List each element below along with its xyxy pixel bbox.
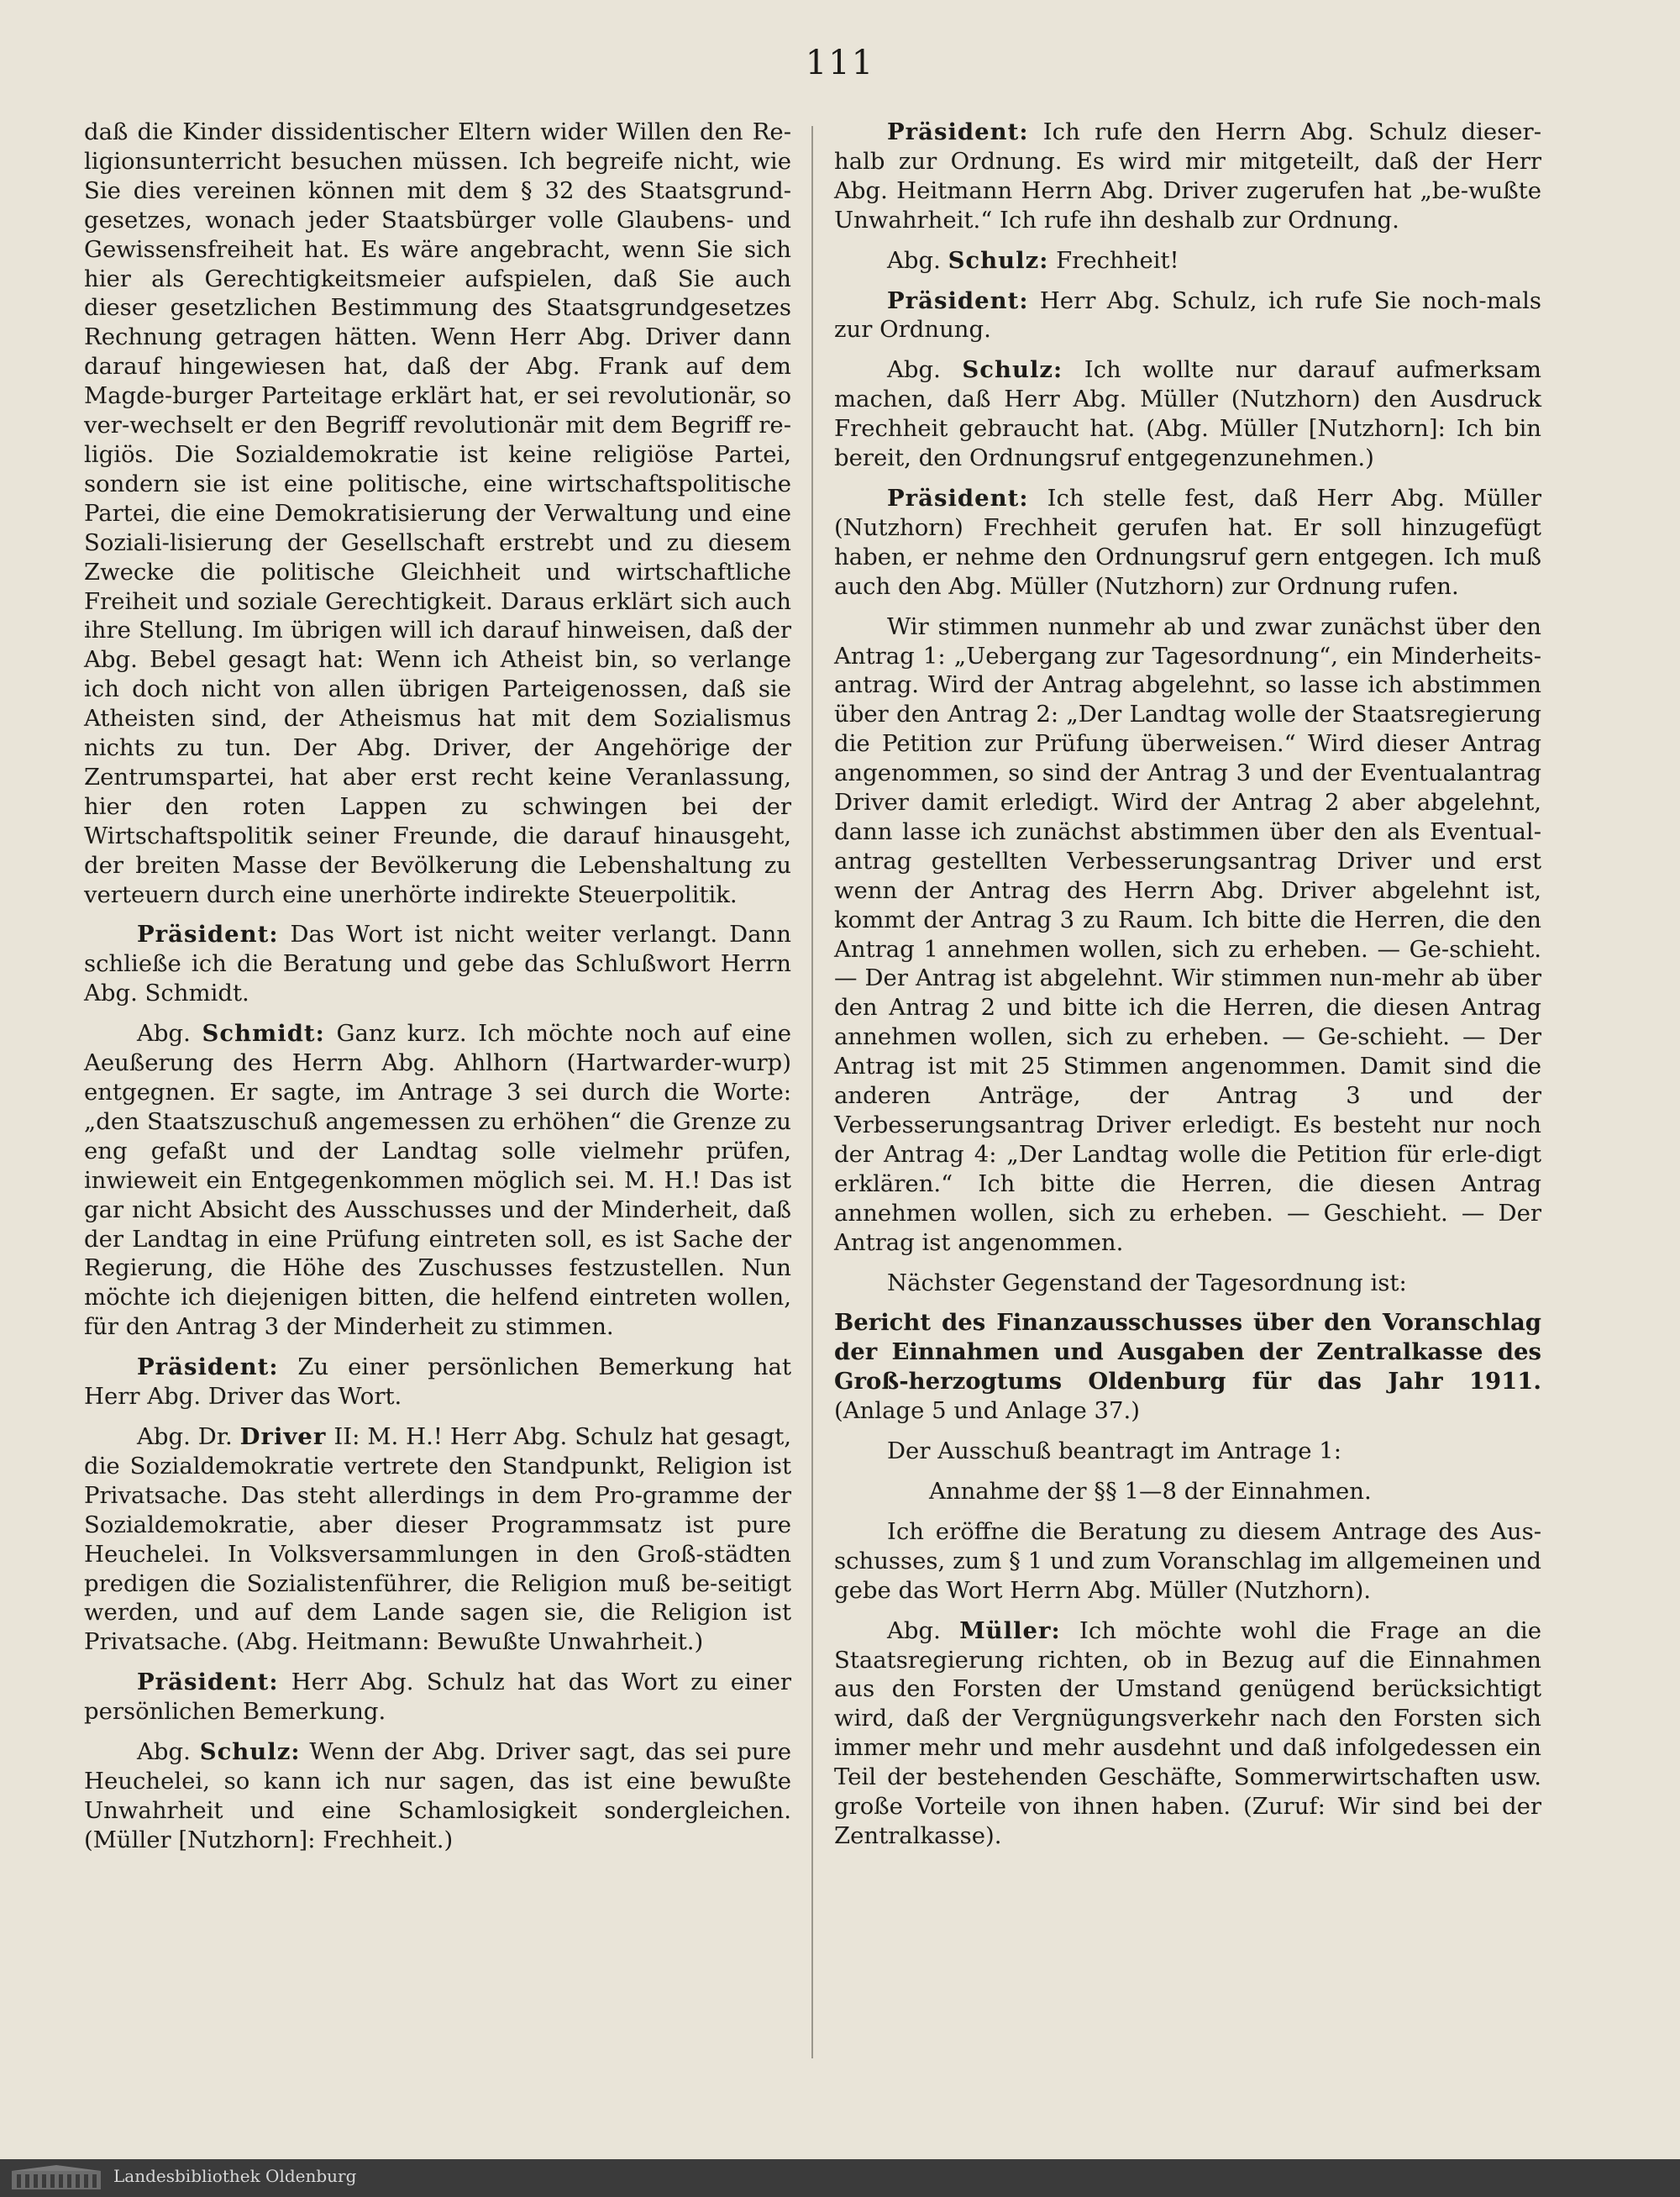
paragraph-text: Annahme der §§ 1—8 der Einnahmen. [929, 1477, 1372, 1505]
paragraph-text: Ich rufe den Herrn Abg. Schulz dieser-halb zur Ordnung. Es wird mir mitgeteilt, daß der Herr Abg. Heitmann Herrn Abg. Driver zugerufen hat „be-wußte Unwahrheit.“ Ich rufe ihn deshalb zur Ordnung. [834, 118, 1541, 234]
speaker-prefix: Abg. [137, 1738, 200, 1766]
speaker-name: Schulz: [948, 246, 1049, 274]
speaker-name: Müller: [959, 1616, 1061, 1644]
paragraph-text: Ganz kurz. Ich möchte noch auf eine Aeußerung des Herrn Abg. Ahlhorn (Hartwarder-wurp) entgegnen. Er sagte, im Antrage 3 sei durch die Worte: „den Staatszuschuß angemessen zu erhöhen“ die Grenze zu eng gefaßt und der Landtag solle vielmehr prüfen, inwieweit ein Entgegenkommen möglich sei. M. H.! Das ist gar nicht Absicht des Ausschusses und der Minderheit, daß der Landtag in eine Prüfung eintreten soll, es ist Sache der Regierung, die Höhe des Zuschusses festzustellen. Nun möchte ich diejenigen bitten, die helfend eintreten wollen, für den Antrag 3 der Minderheit zu stimmen. [84, 1020, 791, 1341]
paragraph [84, 1668, 791, 1727]
agenda-heading: Bericht des Finanzausschusses über den Voranschlag der Einnahmen und Ausgaben der Zentralkasse des Groß-herzogtums Oldenburg für das Jahr 1911. [834, 1309, 1541, 1395]
speaker-name: Schulz: [199, 1738, 301, 1766]
paragraph [84, 1353, 791, 1411]
paragraph [834, 1616, 1541, 1851]
right-column [834, 118, 1541, 1862]
speaker-name: Präsident: [887, 118, 1029, 145]
paragraph [834, 355, 1541, 473]
paragraph [84, 1737, 791, 1855]
paragraph-text: Frechheit! [1048, 246, 1179, 274]
paragraph [834, 286, 1541, 345]
speaker-name: Schmidt: [202, 1020, 325, 1048]
speaker-name: Präsident: [887, 484, 1029, 512]
speaker-prefix: Abg. [887, 356, 963, 384]
paragraph-text: Herr Abg. Schulz hat das Wort zu einer persönlichen Bemerkung. [84, 1669, 791, 1726]
paragraph-text: daß die Kinder dissidentischer Eltern wider Willen den Re-ligionsunterricht besuchen müssen. Ich begreife nicht, wie Sie dies vereinen können mit dem § 32 des Staatsgrund-gesetzes, wonach jeder Staatsbürger volle Glaubens- und Gewissensfreiheit hat. Es wäre angebracht, wenn Sie sich hier als Gerechtigkeitsmeier aufspielen, daß Sie auch dieser gesetzlichen Bestimmung des Staatsgrundgesetzes Rechnung getragen hätten. Wenn Herr Abg. Driver dann darauf hingewiesen hat, daß der Abg. Frank auf dem Magde-burger Parteitage erklärt hat, er sei revolutionär, so ver-wechselt er den Begriff revolutionär mit dem Begriff re-ligiös. Die Sozialdemokratie ist keine religiöse Partei, sondern sie ist eine politische, eine wirtschaftspolitische Partei, die eine Demokratisierung der Verwaltung und eine Soziali-lisierung der Gesellschaft erstrebt und zu diesem Zwecke die politische Gleichheit und wirtschaftliche Freiheit und soziale Gerechtigkeit. Daraus erklärt sich auch ihre Stellung. Im übrigen will ich darauf hinweisen, daß der Abg. Bebel gesagt hat: Wenn ich Atheist bin, so verlange ich doch nicht von allen übrigen Parteigenossen, daß sie Atheisten sind, der Atheismus hat mit dem Sozialismus nichts zu tun. Der Abg. Driver, der Angehörige der Zentrumspartei, hat aber erst recht keine Veranlassung, hier den roten Lappen zu schwingen bei der Wirtschaftspolitik seiner Freunde, die darauf hinausgeht, der breiten Masse der Bevölkerung die Lebenshaltung zu verteuern durch eine unerhörte indirekte Steuerpolitik. [84, 118, 791, 908]
paragraph-text: Wir stimmen nunmehr ab und zwar zunächst über den Antrag 1: „Uebergang zur Tagesordnung“, ein Minderheits-antrag. Wird der Antrag abgelehnt, so lasse ich abstimmen über den Antrag 2: „Der Landtag wolle der Staatsregierung die Petition zur Prüfung überweisen.“ Wird dieser Antrag angenommen, so sind der Antrag 3 und der Eventualantrag Driver damit erledigt. Wird der Antrag 2 aber abgelehnt, dann lasse ich zunächst abstimmen über den als Eventual-antrag gestellten Verbesserungsantrag Driver und erst wenn der Antrag des Herrn Abg. Driver abgelehnt ist, kommt der Antrag 3 zu Raum. Ich bitte die Herren, die den Antrag 1 annehmen wollen, sich zu erheben. — Ge-schieht. — Der Antrag ist abgelehnt. Wir stimmen nun-mehr ab über den Antrag 2 und bitte ich die Herren, die diesen Antrag annehmen wollen, sich zu erheben. — Ge-schieht. — Der Antrag ist mit 25 Stimmen angenommen. Damit sind die anderen Anträge, der Antrag 3 und der Verbesserungsantrag Driver erledigt. Es besteht nur noch der Antrag 4: „Der Landtag wolle die Petition für erle-digt erklären.“ Ich bitte die Herren, die diesen Antrag annehmen wollen, sich zu erheben. — Geschieht. — Der Antrag ist angenommen. [834, 612, 1541, 1256]
speaker-name: Präsident: [137, 1669, 279, 1696]
paragraph [84, 1422, 791, 1657]
speaker-name: Präsident: [887, 286, 1029, 314]
paragraph-text: Ich möchte wohl die Frage an die Staatsregierung richten, ob in Bezug auf die Einnahmen aus den Forsten der Umstand genügend berücksichtigt wird, daß der Vergnügungsverkehr nach den Forsten sich immer mehr und mehr ausdehnt und daß infolgedessen ein Teil der bestehenden Geschäfte, Sommerwirtschaften usw. große Vorteile von ihnen haben. (Zuruf: Wir sind bei der Zentralkasse). [834, 1616, 1541, 1849]
paragraph-text: Der Ausschuß beantragt im Antrage 1: [887, 1438, 1342, 1465]
library-building-icon [10, 2164, 102, 2191]
paragraph [834, 612, 1541, 1258]
paragraph-text: Zu einer persönlichen Bemerkung hat Herr Abg. Driver das Wort. [84, 1353, 791, 1411]
column-divider [811, 126, 813, 2058]
paragraph-text: Ich eröffne die Beratung zu diesem Antrage des Aus-schusses, zum § 1 und zum Voranschlag im allgemeinen und gebe das Wort Herrn Abg. Müller (Nutzhorn). [834, 1517, 1541, 1604]
left-column [84, 118, 791, 1866]
paragraph-text: Nächster Gegenstand der Tagesordnung ist: [887, 1269, 1407, 1296]
speaker-name: Driver [239, 1422, 327, 1450]
paragraph-text: Das Wort ist nicht weiter verlangt. Dann schließe ich die Beratung und gebe das Schlußwort Herrn Abg. Schmidt. [84, 921, 791, 1007]
paragraph-text: Ich wollte nur darauf aufmerksam machen, daß Herr Abg. Müller (Nutzhorn) den Ausdruck Frechheit gebraucht hat. (Abg. Müller [Nutzhorn]: Ich bin bereit, den Ordnungsruf entgegenzunehmen.) [834, 356, 1541, 472]
page-number: 111 [805, 44, 875, 82]
paragraph [834, 118, 1541, 235]
footer-bar [0, 2159, 1680, 2197]
paragraph-text: Wenn der Abg. Driver sagt, das sei pure Heuchelei, so kann ich nur sagen, das ist eine bewußte Unwahrheit und eine Schamlosigkeit sondergleichen. (Müller [Nutzhorn]: Frechheit.) [84, 1738, 791, 1853]
paragraph [84, 118, 791, 909]
paragraph [84, 1019, 791, 1342]
paragraph [834, 1437, 1541, 1466]
paragraph-text: Ich stelle fest, daß Herr Abg. Müller (Nutzhorn) Frechheit gerufen hat. Er soll hinzugefügt haben, er nehme den Ordnungsruf gern entgegen. Ich muß auch den Abg. Müller (Nutzhorn) zur Ordnung rufen. [834, 484, 1541, 600]
speaker-prefix: Abg. [887, 1616, 960, 1644]
speaker-prefix: Abg. [887, 246, 948, 274]
speaker-name: Präsident: [137, 921, 279, 949]
speaker-name: Präsident: [137, 1353, 279, 1381]
paragraph [84, 920, 791, 1008]
paragraph-text: II: M. H.! Herr Abg. Schulz hat gesagt, die Sozialdemokratie vertrete den Standpunkt, Religion ist Privatsache. Das steht allerdings in dem Pro-gramme der Sozialdemokratie, aber dieser Programmsatz ist pure Heuchelei. In Volksversammlungen in den Groß-städten predigen die Sozialistenführer, die Religion muß be-seitigt werden, und auf dem Lande sagen sie, die Religion ist Privatsache. (Abg. Heitmann: Bewußte Unwahrheit.) [84, 1422, 791, 1656]
paragraph [834, 1477, 1541, 1506]
paragraph [834, 1517, 1541, 1606]
paragraph [834, 246, 1541, 276]
library-name: Landesbibliothek Oldenburg [113, 2166, 357, 2186]
paragraph [834, 1269, 1541, 1298]
speaker-prefix: Abg. [137, 1020, 202, 1048]
paragraph-text: Herr Abg. Schulz, ich rufe Sie noch-mals zur Ordnung. [834, 286, 1541, 344]
paragraph [834, 484, 1541, 602]
speaker-prefix: Abg. Dr. [137, 1422, 240, 1450]
speaker-name: Schulz: [962, 356, 1063, 384]
agenda-item [834, 1308, 1541, 1426]
paragraph-text: (Anlage 5 und Anlage 37.) [834, 1397, 1140, 1425]
